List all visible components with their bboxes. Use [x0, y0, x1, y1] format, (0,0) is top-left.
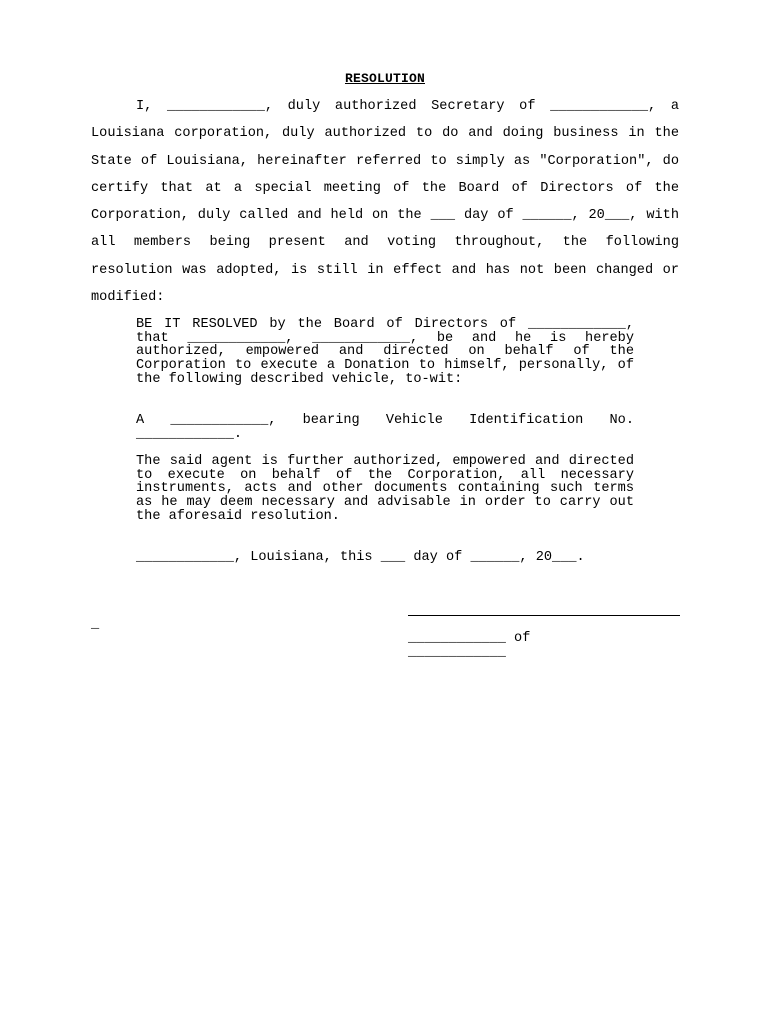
agent-paragraph: The said agent is further authorized, empowered and directed to execute on behalf of the Corporation, all necessary instruments, acts and other documents containing such terms as he may deem necessary and advisable in order to carry out the aforesaid resolution.: [136, 454, 634, 524]
vehicle-paragraph: A ____________, bearing Vehicle Identification No. ____________.: [136, 413, 634, 442]
signature-company-line: ____________: [408, 645, 506, 660]
signature-title-line: ____________ of: [408, 631, 531, 646]
signature-block: [408, 632, 608, 660]
signature-line: [408, 615, 680, 616]
left-blank-mark: _: [91, 617, 100, 632]
dated-line: ____________, Louisiana, this ___ day of ______, 20___.: [136, 550, 585, 565]
document-title: RESOLUTION: [344, 71, 425, 86]
intro-paragraph: I, ____________, duly authorized Secretary of ____________, a Louisiana corporation, duly authorized to do and doing business in the State of Louisiana, hereinafter referred to simply as "Corporation", do certify that at a special meeting of the Board of Directors of the Corporation, duly called and held on the ___ day of ______, 20___, with all members being present and voting throughout, the following resolution was adopted, is still in effect and has not been changed or modified:: [91, 99, 679, 306]
resolved-paragraph: BE IT RESOLVED by the Board of Directors of ____________, that ____________, ____________, be and he is hereby authorized, empowered and directed on behalf of the Corporation to execute a Donation to himself, personally, of the following described vehicle, to-wit:: [136, 317, 634, 387]
